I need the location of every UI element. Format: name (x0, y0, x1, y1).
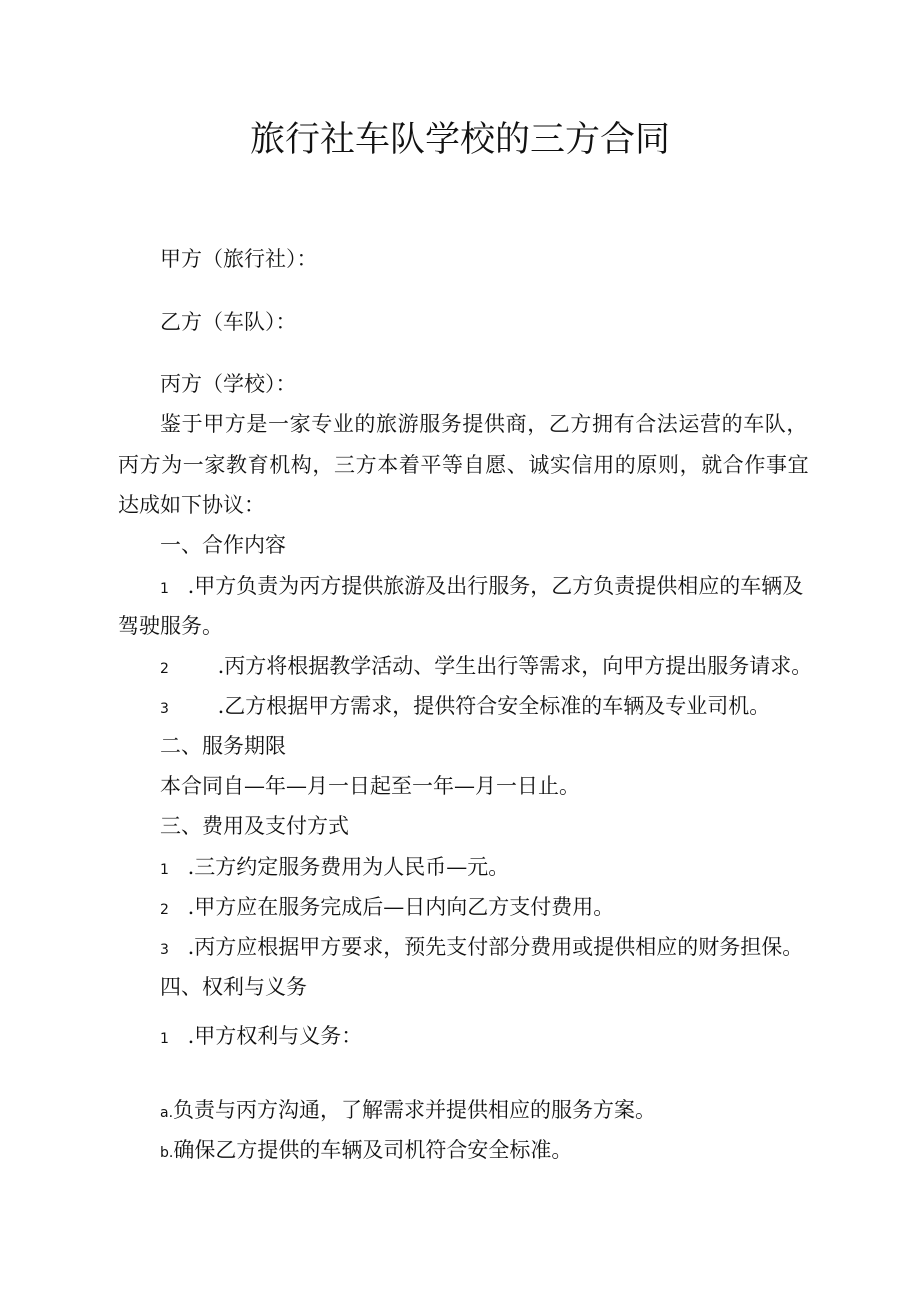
item-number: 1 (160, 581, 169, 597)
item-text: .丙方应根据甲方要求，预先支付部分费用或提供相应的财务担保。 (187, 935, 804, 959)
document-title: 旅行社车队学校的三方合同 (249, 120, 670, 160)
section-4-item-1 (160, 1021, 362, 1054)
party-c-label: 丙方（学校）： (160, 372, 297, 396)
section-1-item-1 (160, 571, 803, 604)
preamble-line-3: 达成如下协议： (118, 493, 265, 517)
item-text: .丙方将根据教学活动、学生出行等需求，向甲方提出服务请求。 (217, 654, 813, 678)
preamble-line-1: 鉴于甲方是一家专业的旅游服务提供商，乙方拥有合法运营的车队， (160, 412, 808, 436)
party-b-label: 乙方（车队）： (160, 310, 297, 334)
section-1-item-3 (160, 691, 770, 724)
section-3-item-1 (160, 852, 509, 885)
subitem-text: 确保乙方提供的车辆及司机符合安全标准。 (173, 1138, 573, 1162)
section-1-heading: 一、合作内容 (160, 533, 286, 557)
section-3-heading: 三、费用及支付方式 (160, 814, 349, 838)
section-4-subitem-b (160, 1135, 572, 1168)
section-2-body: 本合同自—年—月一日起至一年—月一日止。 (160, 774, 580, 798)
item-number: 3 (160, 701, 169, 717)
item-number: 1 (160, 862, 169, 878)
party-a-label: 甲方（旅行社）： (160, 247, 318, 271)
item-text: .甲方应在服务完成后—日内向乙方支付费用。 (187, 895, 615, 919)
section-1-item-1-continuation: 驾驶服务。 (118, 614, 223, 638)
item-number: 2 (160, 902, 169, 918)
section-4-subitem-a (160, 1095, 656, 1128)
subitem-text: 负责与丙方沟通，了解需求并提供相应的服务方案。 (173, 1098, 657, 1122)
section-3-item-3 (160, 932, 803, 965)
item-text: .乙方根据甲方需求，提供符合安全标准的车辆及专业司机。 (217, 694, 771, 718)
item-number: 1 (160, 1031, 169, 1047)
preamble-line-2: 丙方为一家教育机构，三方本着平等自愿、诚实信用的原则，就合作事宜 (118, 453, 810, 477)
item-number: 3 (160, 942, 169, 958)
subitem-mark: b. (160, 1145, 174, 1161)
item-text: .甲方负责为丙方提供旅游及出行服务，乙方负责提供相应的车辆及 (187, 574, 804, 598)
section-4-heading: 四、权利与义务 (160, 975, 307, 999)
item-text: .三方约定服务费用为人民币—元。 (187, 855, 510, 879)
subitem-mark: a. (160, 1105, 174, 1121)
item-text: .甲方权利与义务： (187, 1024, 363, 1048)
section-1-item-2 (160, 651, 812, 684)
item-number: 2 (160, 661, 169, 677)
section-2-heading: 二、服务期限 (160, 734, 286, 758)
section-3-item-2 (160, 892, 614, 925)
